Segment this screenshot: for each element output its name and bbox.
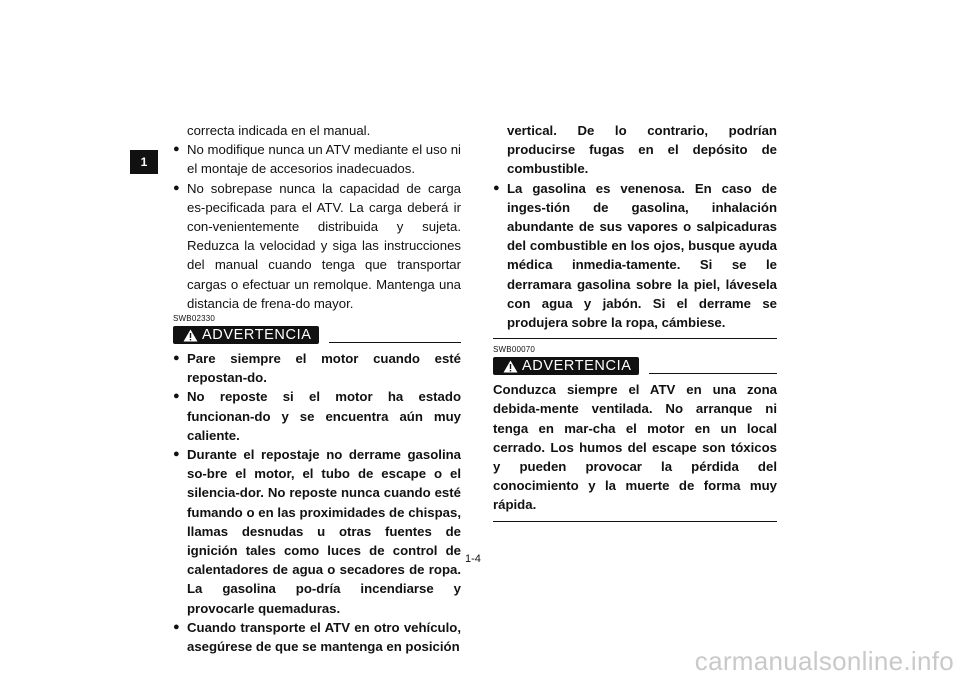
list-item xyxy=(493,179,777,333)
left-column xyxy=(173,121,461,656)
warning-label xyxy=(493,357,639,375)
list-item-text: La gasolina es venenosa. En caso de inges-tión de gasolina, inhalación abundante de sus vapores o salpicaduras del combustible en los ojos, busque ayuda médica inmedia-tamente. Si se le derramara gasolina sobre la piel, lávesela con agua y jabón. Si el derrame se produjera sobre la ropa, cámbiese. xyxy=(507,180,777,331)
warning-text: Conduzca siempre el ATV en una zona debida-mente ventilada. No arranque ni tenga en mar-cha el motor en un local cerrado. Los humos del escape son tóxicos y pueden provocar la pérdida del conocimiento y la muerte de forma muy rápida. xyxy=(493,382,777,513)
warning-end-rule xyxy=(493,338,777,339)
page-number: 1-4 xyxy=(465,553,481,565)
bullet-glyph: ● xyxy=(173,352,180,365)
list-item xyxy=(173,387,461,445)
list-item-text: No modifique nunca un ATV mediante el uso ni el montaje de accesorios inadecuados. xyxy=(187,142,461,177)
bullet-glyph: ● xyxy=(173,620,180,633)
warning-end-rule xyxy=(493,521,777,522)
warning-rule xyxy=(329,342,461,343)
warning-header xyxy=(493,356,777,376)
paragraph-continuation: correcta indicada en el manual. xyxy=(187,123,371,138)
chapter-tab: 1 xyxy=(130,150,158,174)
bullet-glyph: ● xyxy=(173,390,180,403)
warning-label xyxy=(173,326,319,344)
paragraph-continuation: vertical. De lo contrario, podrían producirse fugas en el depósito de combustible. xyxy=(507,123,777,177)
warning-label-text: ADVERTENCIA xyxy=(522,358,632,375)
list-item xyxy=(173,445,461,618)
warning-label-text: ADVERTENCIA xyxy=(202,327,312,344)
warning-triangle-icon xyxy=(503,360,518,373)
list-item xyxy=(173,179,461,313)
bullet-glyph: ● xyxy=(493,181,500,194)
warning-rule xyxy=(649,373,777,374)
right-column xyxy=(493,121,777,528)
list-item xyxy=(173,349,461,387)
list-item-text: Pare siempre el motor cuando esté repostan-do. xyxy=(187,351,461,386)
warning-code: SWB00070 xyxy=(493,345,536,355)
list-item-text: Cuando transporte el ATV en otro vehículo, asegúrese de que se mantenga en posición xyxy=(187,619,461,655)
list-item-text: No sobrepase nunca la capacidad de carga es-pecificada para el ATV. La carga deberá ir con-venientemente distribuida y sujeta. Reduzca la velocidad y siga las instrucciones del manual cuando tenga que transportar cargas o efectuar un remolque. Mantenga una distancia de frena-do mayor. xyxy=(187,180,461,311)
warning-header xyxy=(173,325,461,345)
warning-code: SWB02330 xyxy=(173,314,216,324)
list-item-text: No reposte si el motor ha estado funcionan-do y se encuentra aún muy caliente. xyxy=(187,389,461,443)
list-item-text: Durante el repostaje no derrame gasolina so-bre el motor, el tubo de escape o el silencia-dor. No reposte nunca cuando esté fumando o en las proximidades de chispas, llamas desnudas u otras fuentes de ignición tales como luces de control de calentadores de agua o secadores de ropa. La gasolina po-dría incendiarse y provocarle quemaduras. xyxy=(187,447,461,616)
bullet-glyph: ● xyxy=(173,143,180,156)
watermark: carmanualsonline.info xyxy=(694,646,954,676)
bullet-glyph: ● xyxy=(173,181,180,194)
list-item xyxy=(173,618,461,656)
list-item xyxy=(173,140,461,178)
bullet-glyph: ● xyxy=(173,448,180,461)
warning-triangle-icon xyxy=(183,329,198,342)
